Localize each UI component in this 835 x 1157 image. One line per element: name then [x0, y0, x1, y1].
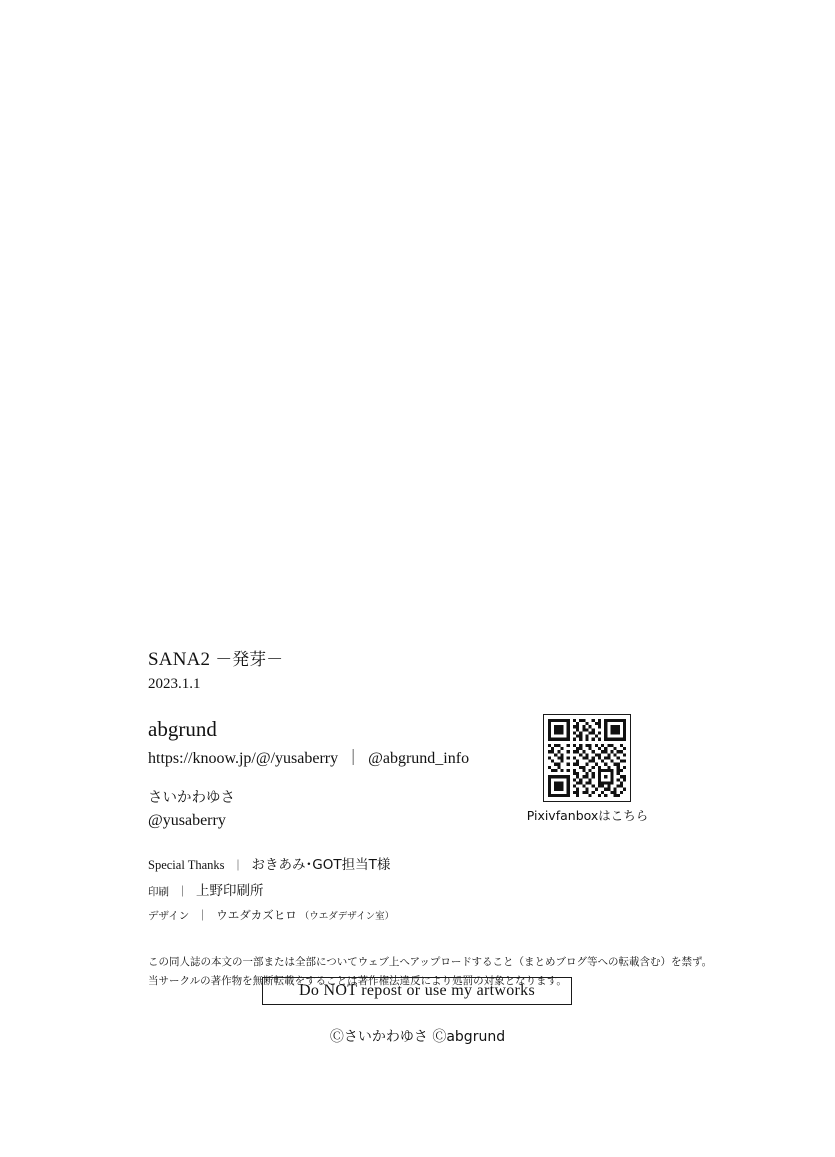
publication-date: 2023.1.1 [148, 675, 201, 692]
credit-row [148, 853, 688, 879]
website-url[interactable]: https://knoow.jp/@/yusaberry [148, 749, 339, 767]
repost-notice-box [262, 977, 572, 1005]
credit-label: Special Thanks [148, 858, 225, 873]
credits-list [148, 853, 688, 927]
credit-row [148, 904, 688, 927]
social-handle[interactable]: @abgrund_info [368, 749, 470, 767]
credit-separator: ｜ [197, 909, 209, 923]
qr-code-caption: Pixivfanboxはこちら [526, 808, 649, 823]
circle-name: abgrund [148, 716, 217, 741]
credit-row [148, 879, 688, 905]
legal-line: 当サークルの著作物を無断転載をすることは著作権法違反により処罰の対象となります。 [148, 974, 567, 987]
credit-separator: ｜ [232, 859, 244, 873]
repost-notice-text: Do NOT repost or use my artworks [299, 982, 535, 999]
author-handle[interactable]: @yusaberry [148, 811, 226, 829]
credit-value: 上野印刷所 [196, 882, 264, 899]
credit-label: 印刷 [148, 885, 169, 898]
copyright-line: Ⓒさいかわゆさ Ⓒabgrund [329, 1029, 506, 1045]
work-title [148, 648, 688, 672]
credit-value: おきあみ･GOT担当T様 [251, 857, 391, 874]
credit-note: （ウエダデザイン室） [299, 911, 395, 923]
credit-value: ウエダカズヒロ [216, 908, 297, 923]
pixiv-fanbox-qr-code[interactable] [543, 714, 631, 802]
legal-line: この同人誌の本文の一部または全部についてウェブ上へアップロードすること（まとめブログ等への転載含む）を禁ず。 [148, 956, 713, 969]
url-separator: ｜ [345, 749, 362, 767]
work-subtitle: －発芽－ [215, 650, 284, 669]
author-name: さいかわゆさ [148, 789, 235, 806]
credit-label: デザイン [148, 910, 190, 923]
credit-separator: ｜ [177, 884, 188, 898]
work-title-main: SANA2 [148, 649, 211, 670]
qr-code-icon [548, 719, 626, 797]
